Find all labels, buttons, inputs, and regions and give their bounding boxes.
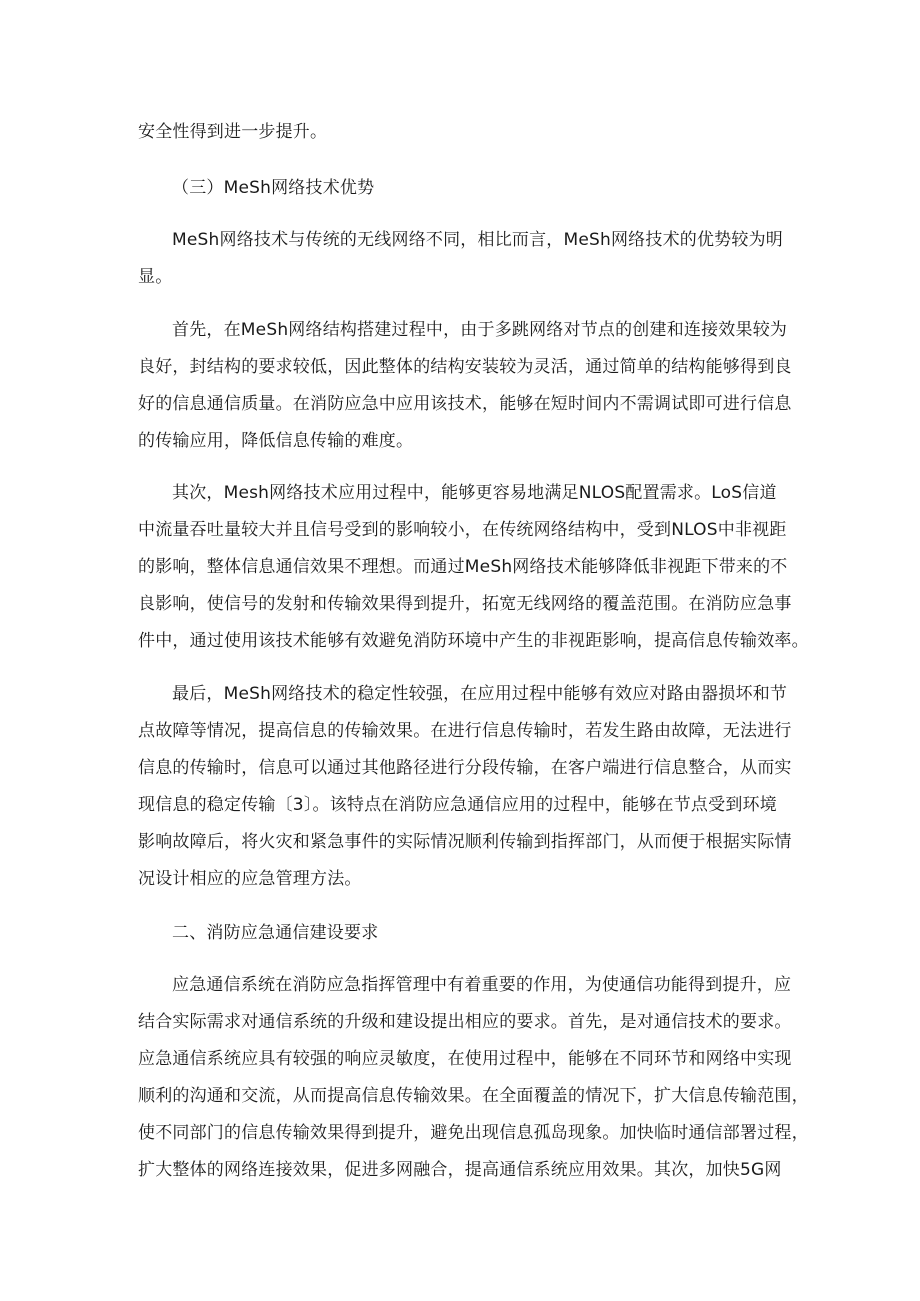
paragraph-line: 结合实际需求对通信系统的升级和建设提出相应的要求。首先，是对通信技术的要求。 [138,1012,792,1032]
paragraph-line: 扩大整体的网络连接效果，促进多网融合，提高通信系统应用效果。其次，加快5G网 [138,1160,782,1180]
paragraph-line: 的影响，整体信息通信效果不理想。而通过MeSh网络技术能够降低非视距下带来的不 [138,557,788,577]
paragraph-line: 的传输应用，降低信息传输的难度。 [138,431,414,451]
paragraph-line: 好的信息通信质量。在消防应急中应用该技术，能够在短时间内不需调试即可进行信息 [138,394,792,414]
paragraph-line: 显。 [138,267,173,287]
paragraph-line: 信息的传输时，信息可以通过其他路径进行分段传输，在客户端进行信息整合，从而实 [138,758,792,778]
paragraph-line: 应急通信系统应具有较强的响应灵敏度，在使用过程中，能够在不同环节和网络中实现 [138,1049,792,1069]
paragraph-line: 中流量吞吐量较大并且信号受到的影响较小，在传统网络结构中，受到NLOS中非视距 [138,520,787,540]
paragraph-line: 安全性得到进一步提升。 [138,122,328,142]
section-heading: 二、消防应急通信建设要求 [172,923,379,943]
paragraph-line: 首先，在MeSh网络结构搭建过程中，由于多跳网络对节点的创建和连接效果较为 [172,320,788,340]
paragraph-line: 良好，封结构的要求较低，因此整体的结构安装较为灵活，通过简单的结构能够得到良 [138,357,792,377]
paragraph-line: 件中，通过使用该技术能够有效避免消防环境中产生的非视距影响，提高信息传输效率。 [138,631,809,651]
paragraph-line: 况设计相应的应急管理方法。 [138,869,362,889]
paragraph-line: 使不同部门的信息传输效果得到提升，避免出现信息孤岛现象。加快临时通信部署过程， [138,1123,809,1143]
section-heading: （三）MeSh网络技术优势 [172,178,375,198]
paragraph-line: 顺利的沟通和交流，从而提高信息传输效果。在全面覆盖的情况下，扩大信息传输范围， [138,1086,809,1106]
paragraph-line: 现信息的稳定传输〔3〕。该特点在消防应急通信应用的过程中，能够在节点受到环境 [138,795,777,815]
paragraph-line: 良影响，使信号的发射和传输效果得到提升，拓宽无线网络的覆盖范围。在消防应急事 [138,594,792,614]
paragraph-line: 最后，MeSh网络技术的稳定性较强，在应用过程中能够有效应对路由器损坏和节 [172,684,788,704]
paragraph-line: 应急通信系统在消防应急指挥管理中有着重要的作用，为使通信功能得到提升，应 [172,975,792,995]
paragraph-line: 影响故障后，将火灾和紧急事件的实际情况顺利传输到指挥部门，从而便于根据实际情 [138,832,792,852]
paragraph-line: MeSh网络技术与传统的无线网络不同，相比而言，MeSh网络技术的优势较为明 [172,230,783,250]
paragraph-line: 点故障等情况，提高信息的传输效果。在进行信息传输时，若发生路由故障，无法进行 [138,721,792,741]
paragraph-line: 其次，Mesh网络技术应用过程中，能够更容易地满足NLOS配置需求。LoS信道 [172,483,777,503]
